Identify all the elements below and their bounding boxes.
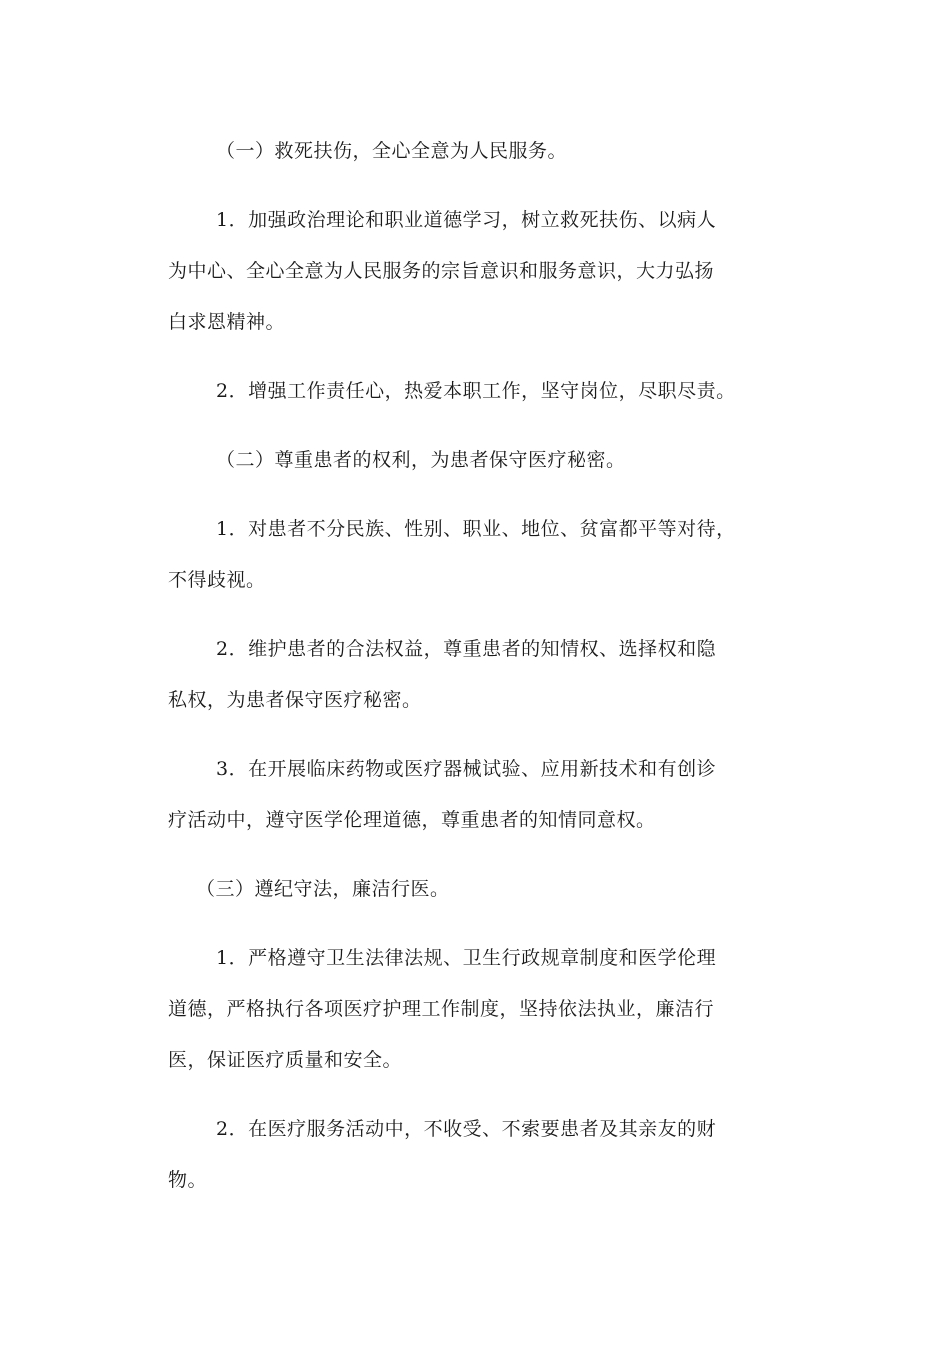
paragraph-line: 2．维护患者的合法权益，尊重患者的知情权、选择权和隐: [216, 638, 717, 660]
heading-text: （一）救死扶伤，全心全意为人民服务。: [216, 140, 568, 162]
paragraph-line: 2．增强工作责任心，热爱本职工作，坚守岗位，尽职尽责。: [216, 380, 736, 402]
document-body: [168, 126, 768, 1224]
paragraph-1-1: [168, 195, 768, 348]
paragraph-line: 不得歧视。: [168, 569, 266, 591]
paragraph-3-2: [168, 1104, 768, 1206]
heading-text: （二）尊重患者的权利，为患者保守医疗秘密。: [216, 449, 626, 471]
paragraph-line: 白求恩精神。: [168, 311, 286, 333]
paragraph-line: 3．在开展临床药物或医疗器械试验、应用新技术和有创诊: [216, 758, 717, 780]
paragraph-3-1: [168, 933, 768, 1086]
paragraph-line: 私权，为患者保守医疗秘密。: [168, 689, 422, 711]
paragraph-line: 道德，严格执行各项医疗护理工作制度，坚持依法执业，廉洁行: [168, 998, 715, 1020]
paragraph-2-2: [168, 624, 768, 726]
paragraph-1-2: [168, 366, 768, 417]
paragraph-2-3: [168, 744, 768, 846]
heading-text: （三）遵纪守法，廉洁行医。: [196, 878, 450, 900]
paragraph-line: 1．对患者不分民族、性别、职业、地位、贫富都平等对待，: [216, 518, 736, 540]
paragraph-line: 2．在医疗服务活动中，不收受、不索要患者及其亲友的财: [216, 1118, 717, 1140]
paragraph-line: 疗活动中，遵守医学伦理道德，尊重患者的知情同意权。: [168, 809, 656, 831]
paragraph-2-1: [168, 504, 768, 606]
paragraph-line: 1．加强政治理论和职业道德学习，树立救死扶伤、以病人: [216, 209, 717, 231]
paragraph-line: 为中心、全心全意为人民服务的宗旨意识和服务意识，大力弘扬: [168, 260, 715, 282]
paragraph-line: 物。: [168, 1169, 208, 1191]
paragraph-line: 医，保证医疗质量和安全。: [168, 1049, 403, 1071]
section-heading-1: [168, 126, 768, 177]
section-heading-2: [168, 435, 768, 486]
paragraph-line: 1．严格遵守卫生法律法规、卫生行政规章制度和医学伦理: [216, 947, 717, 969]
section-heading-3: [168, 864, 768, 915]
